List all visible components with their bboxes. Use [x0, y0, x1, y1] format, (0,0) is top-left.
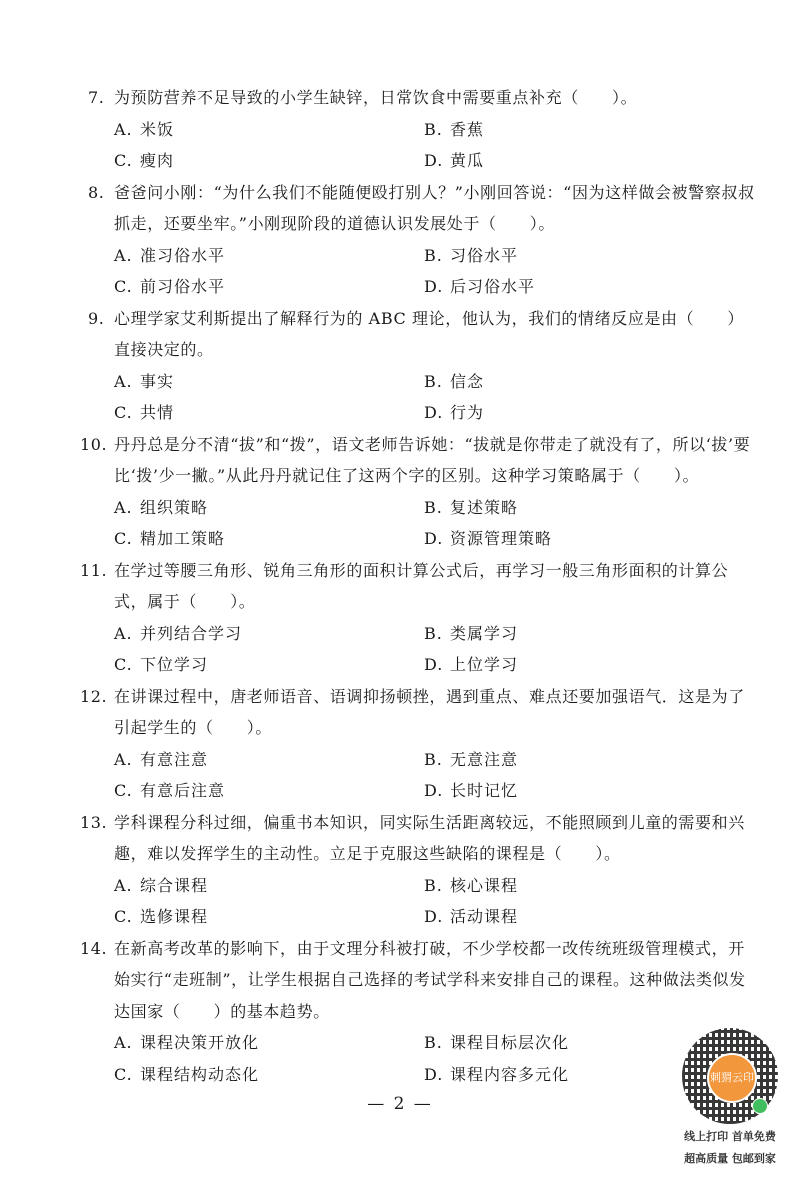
option-d: D. 行为 — [424, 403, 485, 422]
option-d: D. 长时记忆 — [424, 781, 519, 800]
option-c: C. 课程结构动态化 — [114, 1064, 260, 1084]
option-c: C. 有意后注意 — [114, 781, 226, 800]
option-c: C. 共情 — [114, 403, 175, 422]
question-14 — [80, 933, 756, 1091]
question-number: 11. — [80, 560, 108, 580]
option-a: A. 米饭 — [114, 119, 175, 139]
question-11 — [80, 555, 756, 681]
option-b: B. 复述策略 — [424, 497, 519, 517]
option-c: C. 选修课程 — [114, 907, 209, 926]
question-9 — [88, 303, 756, 429]
option-d: D. 课程内容多元化 — [424, 1064, 570, 1084]
question-number: 9. — [88, 308, 105, 328]
question-stem: 在讲课过程中，唐老师语音、语调抑扬顿挫，遇到重点、难点还要加强语气．这是为了引起学生的（ ）。 — [114, 686, 745, 737]
question-number: 7. — [88, 88, 105, 107]
question-stem: 学科课程分科过细，偏重书本知识，同实际生活距离较远，不能照顾到儿童的需要和兴趣，难以发挥学生的主动性。立足于克服这些缺陷的课程是（ ）。 — [114, 812, 745, 863]
question-7 — [88, 82, 756, 177]
qr-code-icon[interactable] — [682, 1028, 778, 1124]
option-a: A. 准习俗水平 — [114, 245, 226, 265]
question-number: 13. — [80, 812, 108, 832]
option-a: A. 综合课程 — [114, 875, 209, 895]
option-b: B. 类属学习 — [424, 623, 519, 643]
question-stem: 丹丹总是分不清“拔”和“拨”，语文老师告诉她：“拔就是你带走了就没有了，所以‘拔’要比‘拨’少一撇。”从此丹丹就记住了这两个字的区别。这种学习策略属于（ ）。 — [114, 434, 751, 485]
question-list — [80, 82, 756, 1090]
question-10 — [80, 429, 756, 555]
option-c: C. 前习俗水平 — [114, 277, 226, 296]
option-a: A. 组织策略 — [114, 497, 209, 517]
option-d: D. 资源管理策略 — [424, 529, 553, 548]
option-b: B. 香蕉 — [424, 119, 485, 139]
option-b: B. 核心课程 — [424, 875, 519, 895]
option-c: C. 精加工策略 — [114, 529, 226, 548]
option-a: A. 事实 — [114, 371, 175, 391]
question-13 — [80, 807, 756, 933]
option-a: A. 课程决策开放化 — [114, 1033, 260, 1052]
option-b: B. 课程目标层次化 — [424, 1033, 570, 1052]
promo-line-2: 超高质量 包邮到家 — [684, 1152, 776, 1165]
mini-program-icon — [752, 1098, 768, 1114]
question-12 — [80, 681, 756, 807]
option-d: D. 黄瓜 — [424, 151, 485, 170]
option-a: A. 并列结合学习 — [114, 623, 243, 643]
option-a: A. 有意注意 — [114, 749, 209, 769]
question-stem: 为预防营养不足导致的小学生缺锌，日常饮食中需要重点补充（ ）。 — [114, 88, 638, 107]
question-number: 8. — [88, 182, 105, 202]
option-b: B. 无意注意 — [424, 749, 519, 769]
option-c: C. 下位学习 — [114, 655, 209, 674]
question-number: 12. — [80, 686, 108, 706]
question-number: 14. — [80, 938, 108, 958]
question-8 — [88, 177, 756, 303]
question-number: 10. — [80, 434, 108, 454]
logo-badge: 刺猬云印 — [707, 1053, 757, 1103]
option-d: D. 后习俗水平 — [424, 277, 536, 296]
option-b: B. 习俗水平 — [424, 245, 519, 265]
print-service-promo[interactable] — [678, 1028, 782, 1168]
question-stem: 在新高考改革的影响下，由于文理分科被打破，不少学校都一改传统班级管理模式，开始实行“走班制”，让学生根据自己选择的考试学科来安排自己的课程。这种做法类似发达国家（ ）的基本趋势。 — [114, 938, 746, 1021]
option-c: C. 瘦肉 — [114, 151, 175, 170]
question-stem: 爸爸问小刚：“为什么我们不能随便殴打别人？”小刚回答说：“因为这样做会被警察叔叔抓走，还要坐牢。”小刚现阶段的道德认识发展处于（ ）。 — [114, 182, 755, 233]
option-b: B. 信念 — [424, 371, 485, 391]
page-number: — 2 — — [367, 1094, 433, 1114]
promo-line-1: 线上打印 首单免费 — [684, 1130, 776, 1143]
option-d: D. 活动课程 — [424, 907, 519, 926]
option-d: D. 上位学习 — [424, 655, 519, 674]
question-stem: 在学过等腰三角形、锐角三角形的面积计算公式后，再学习一般三角形面积的计算公式，属于（ ）。 — [114, 560, 729, 611]
question-stem: 心理学家艾利斯提出了解释行为的 ABC 理论，他认为，我们的情绪反应是由（ ）直接决定的。 — [114, 308, 745, 359]
